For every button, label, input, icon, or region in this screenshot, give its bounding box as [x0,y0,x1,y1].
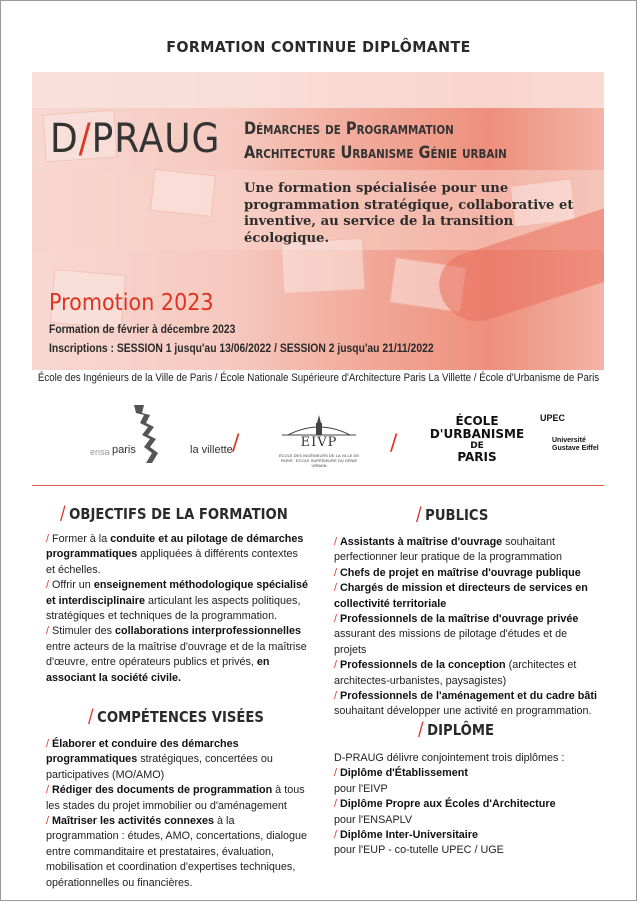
formation-dates: Formation de février à décembre 2023 [49,324,236,336]
objectifs-list [46,532,308,686]
section-divider [32,485,604,486]
publics-list [334,535,598,720]
eup-logo: ÉCOLE D'URBANISME DE PARIS [429,414,525,464]
top-title: FORMATION CONTINUE DIPLÔMANTE [166,38,471,56]
list-item: / Chefs de projet en maîtrise d'ouvrage publique [334,566,581,579]
list-item: / Offrir un enseignement méthodologique spécialisé et interdisciplinaire articulant les aspects politiques, stratégiques et techniques de la programmation. [46,579,308,623]
diplome-list [334,751,598,859]
logo-bar [32,395,604,475]
list-item: / Diplôme d'Établissement pour l'EIVP [334,767,468,795]
list-item: / Rédiger des documents de programmation à tous les stades du projet immobilier ou d'aménagement [46,784,305,812]
ensa-logo: ensa paris la villette [90,399,210,471]
diplome-title: / DIPLÔME [418,718,495,740]
competences-list [46,737,308,891]
promotion-title: Promotion 2023 [49,290,214,316]
list-item: / Élaborer et conduire des démarches programmatiques stratégiques, concertées ou participatives (MO/AMO) [46,738,273,781]
list-item: / Professionnels de l'aménagement et du cadre bâti souhaitant développer une activité en programmation. [334,690,597,718]
tagline: Une formation spécialisée pour une programmation stratégique, collaborative et inventive, au service de la transition écologique. [244,181,574,246]
upec-uge-logo: UPEC Université Gustave Eiffel [540,413,599,452]
eivp-logo: EIVP ÉCOLE DES INGÉNIEURS DE LA VILLE DE PARIS · ÉCOLE SUPÉRIEURE DU GÉNIE URBAIN [278,413,360,471]
competences-title: / COMPÉTENCES VISÉES [88,705,264,727]
list-item: / Chargés de mission et directeurs de services en collectivité territoriale [334,582,588,610]
list-item: / Professionnels de la maîtrise d'ouvrage privée assurant des missions de pilotage d'études et de projets [334,613,579,656]
list-item: / Maîtriser les activités connexes à la programmation : études, AMO, concertations, dialogue entre commanditaire et prestataires, évaluation, mobilisation et coordination d'expertises techniques, opérationnelles ou financières. [46,815,308,889]
subtitle-line-1: Démarches de Programmation [244,119,454,139]
subtitle-line-2: Architecture Urbanisme Génie urbain [244,143,507,163]
brand-logo: D/PRAUG [50,116,221,162]
list-item: / Former à la conduite et au pilotage de démarches programmatiques appliquées à différents contextes et échelles. [46,533,304,576]
list-item: / Diplôme Propre aux Écoles d'Architecture pour l'ENSAPLV [334,798,556,826]
list-item: / Diplôme Inter-Universitaire pour l'EUP - co-tutelle UPEC / UGE [334,829,504,857]
logo-separator: / [232,431,240,456]
eivp-skyline-icon [278,413,360,437]
list-item: / Stimuler des collaborations interprofessionnelles entre acteurs de la maîtrise d'ouvrage et de la maîtrise d'œuvre, entre opérateurs publics et privés, en associant la société civile. [46,625,307,684]
partner-schools: École des Ingénieurs de la Ville de Paris / École Nationale Supérieure d'Architecture Paris La Villette / École d'Urbanisme de Paris [37,372,600,384]
logo-separator: / [390,431,398,456]
inscriptions: Inscriptions : SESSION 1 jusqu'au 13/06/2022 / SESSION 2 jusqu'au 21/11/2022 [49,343,434,355]
publics-title: / PUBLICS [416,503,489,525]
objectifs-title: / OBJECTIFS DE LA FORMATION [60,502,288,524]
list-item: / Professionnels de la conception (architectes et architectes-urbanistes, paysagistes) [334,659,577,687]
diplome-intro: D-PRAUG délivre conjointement trois diplômes : [334,752,565,764]
list-item: / Assistants à maîtrise d'ouvrage souhaitant perfectionner leur pratique de la programmation [334,536,563,564]
